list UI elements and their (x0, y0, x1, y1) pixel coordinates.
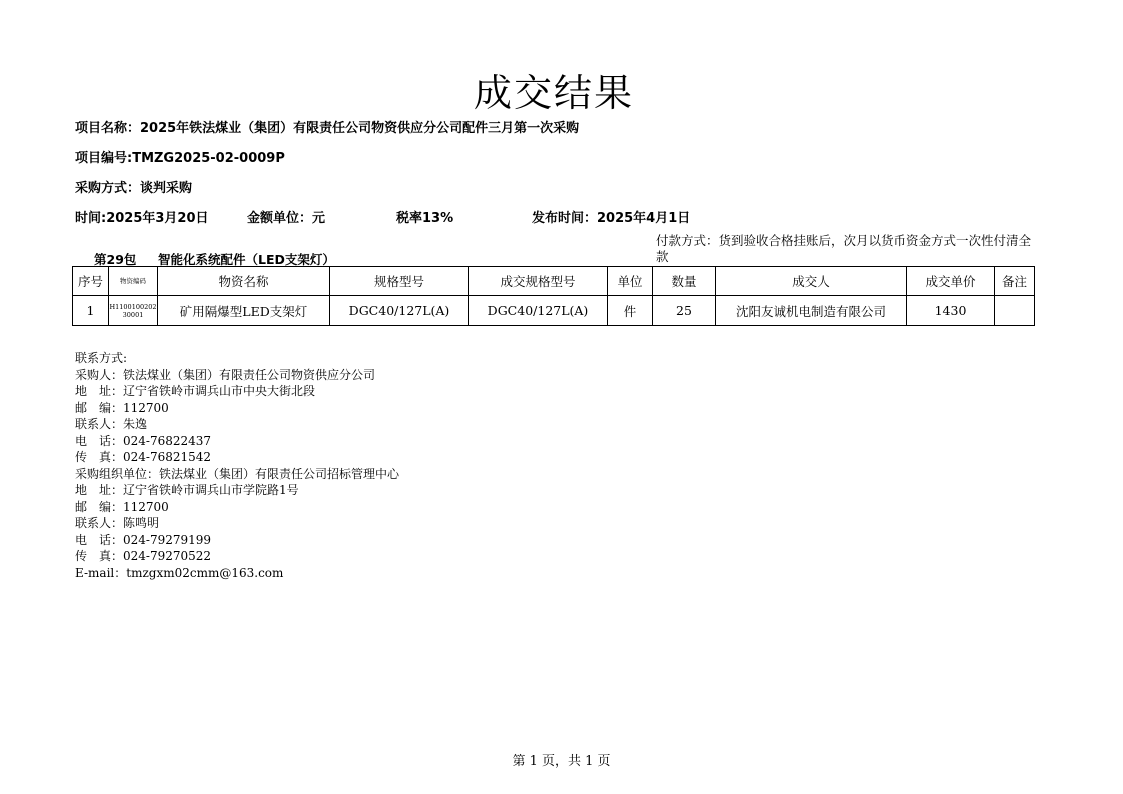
header-cell: 备注 (995, 267, 1035, 296)
contact-line: 邮 编：112700 (75, 400, 169, 415)
table-header-row (73, 267, 1035, 296)
table-cell: H110010020230001 (109, 296, 158, 326)
procurement-method: 采购方式：谈判采购 (75, 181, 193, 196)
tax-rate: 税率13% (396, 211, 454, 226)
header-cell: 序号 (73, 267, 109, 296)
deal-time: 时间:2025年3月20日 (75, 211, 209, 226)
contact-line: 邮 编：112700 (75, 499, 169, 514)
payment-terms: 付款方式：货到验收合格挂账后，次月以货币资金方式一次性付清全款 (656, 233, 1032, 264)
table-cell: 1430 (907, 296, 995, 326)
header-cell: 物资名称 (158, 267, 330, 296)
table-cell: 25 (653, 296, 716, 326)
project-name: 项目名称：2025年铁法煤业（集团）有限责任公司物资供应分公司配件三月第一次采购 (75, 121, 580, 136)
package-number: 第29包 (94, 252, 137, 267)
contact-line: 联系人：朱逸 (75, 417, 148, 431)
contact-line: 采购组织单位：铁法煤业（集团）有限责任公司招标管理中心 (75, 466, 400, 481)
contact-line: 电 话：024-76822437 (75, 433, 212, 448)
table-cell: 矿用隔爆型LED支架灯 (158, 296, 330, 326)
table-cell: DGC40/127L(A) (469, 296, 608, 326)
result-table (72, 266, 1035, 326)
contact-line: 采购人：铁法煤业（集团）有限责任公司物资供应分公司 (75, 367, 376, 382)
contact-line: 地 址：辽宁省铁岭市调兵山市学院路1号 (75, 483, 299, 497)
time-row (75, 207, 775, 225)
currency-unit: 金额单位：元 (247, 211, 326, 226)
header-cell: 物资编码 (109, 267, 158, 296)
header-cell: 数量 (653, 267, 716, 296)
contact-line: 传 真：024-76821542 (75, 450, 212, 464)
header-cell: 规格型号 (330, 267, 469, 296)
contact-line: 联系方式: (75, 351, 128, 365)
table-cell (995, 296, 1035, 326)
contact-line: E-mail：tmzgxm02cmm@163.com (75, 565, 284, 580)
table-cell: 1 (73, 296, 109, 326)
page-footer: 第 1 页，共 1 页 (512, 754, 611, 769)
header-cell: 成交单价 (907, 267, 995, 296)
contact-line: 传 真：024-79270522 (75, 549, 212, 563)
header-cell: 成交人 (716, 267, 907, 296)
contact-info (75, 350, 399, 581)
table-cell: 沈阳友诚机电制造有限公司 (716, 296, 907, 326)
header-cell: 成交规格型号 (469, 267, 608, 296)
table-row (73, 296, 1035, 326)
contact-line: 电 话：024-79279199 (75, 532, 212, 547)
table-cell: 件 (608, 296, 653, 326)
table-cell: DGC40/127L(A) (330, 296, 469, 326)
package-name: 智能化系统配件（LED支架灯） (158, 252, 335, 267)
page-title: 成交结果 (473, 71, 634, 115)
contact-line: 地 址：辽宁省铁岭市调兵山市中央大街北段 (75, 384, 316, 398)
contact-line: 联系人：陈鸣明 (75, 516, 160, 530)
project-code: 项目编号:TMZG2025-02-0009P (75, 151, 285, 166)
header-cell: 单位 (608, 267, 653, 296)
publish-time: 发布时间：2025年4月1日 (532, 211, 691, 226)
